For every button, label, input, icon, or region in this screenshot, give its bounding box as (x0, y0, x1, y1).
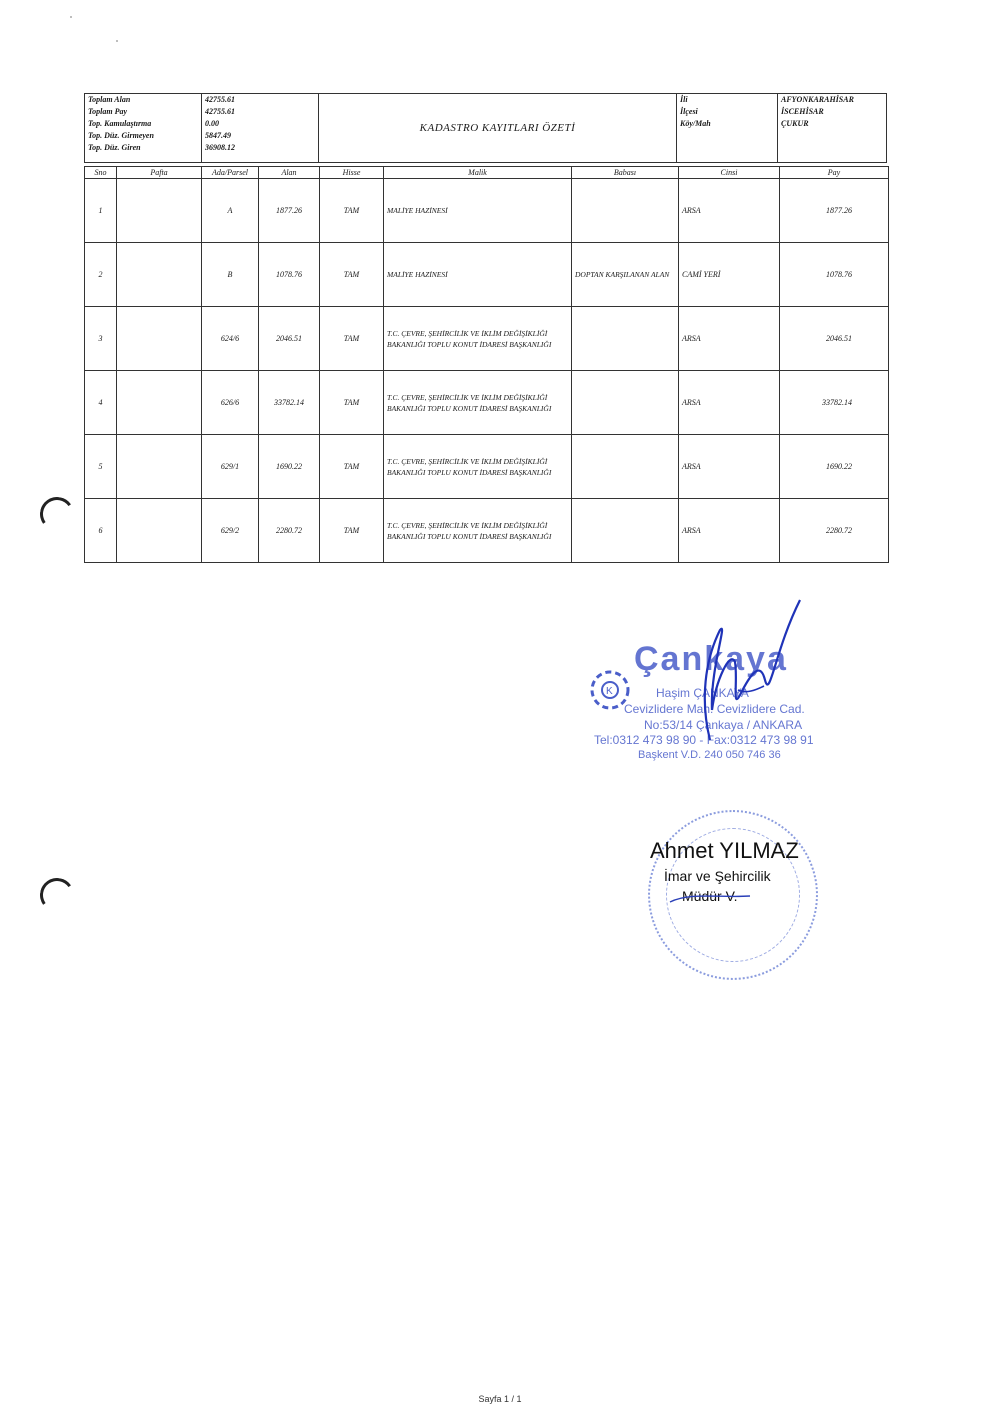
company-name: Çankaya (634, 640, 788, 678)
cell-sno: 2 (85, 243, 117, 307)
cell-hisse: TAM (320, 371, 384, 435)
cell-ada-parsel: 629/1 (202, 435, 259, 499)
location-values (778, 94, 887, 163)
col-header-sno: Sno (85, 167, 117, 179)
cell-alan: 1877.26 (259, 179, 320, 243)
col-header-malik: Malik (384, 167, 572, 179)
company-line: Tel:0312 473 98 90 - Fax:0312 473 98 91 (594, 733, 814, 747)
svg-text:K: K (606, 686, 613, 697)
signatory-role: Müdür V. (682, 888, 738, 904)
cell-pay: 2046.51 (780, 307, 889, 371)
cell-hisse: TAM (320, 307, 384, 371)
cell-hisse: TAM (320, 435, 384, 499)
scan-speck (70, 16, 72, 18)
cell-pafta (117, 499, 202, 563)
cell-malik: MALİYE HAZİNESİ (384, 179, 572, 243)
cell-alan: 2280.72 (259, 499, 320, 563)
table-row (85, 371, 889, 435)
cell-alan: 1078.76 (259, 243, 320, 307)
col-header-pafta: Pafta (117, 167, 202, 179)
summary-label: Top. Düz. Girmeyen (88, 131, 154, 140)
signatory-title: İmar ve Şehircilik (664, 868, 771, 884)
signatory-name: Ahmet YILMAZ (650, 838, 799, 863)
cell-alan: 2046.51 (259, 307, 320, 371)
location-value: İSCEHİSAR (781, 107, 824, 116)
table-header-row (85, 167, 889, 179)
summary-labels (85, 94, 202, 163)
location-value: AFYONKARAHİSAR (781, 95, 854, 104)
col-header-ada-parsel: Ada/Parsel (202, 167, 259, 179)
location-label: İlçesi (680, 107, 698, 116)
page-number: Sayfa 1 / 1 (478, 1394, 522, 1404)
cell-cinsi: CAMİ YERİ (679, 243, 780, 307)
cell-pay: 1078.76 (780, 243, 889, 307)
summary-label: Toplam Pay (88, 107, 128, 116)
cell-babasi (572, 435, 679, 499)
cell-malik: T.C. ÇEVRE, ŞEHİRCİLİK VE İKLİM DEĞİŞİKLİĞİ BAKANLIĞI TOPLU KONUT İDARESİ BAŞKANLIĞI (384, 499, 572, 563)
summary-label: Top. Kamulaştırma (88, 119, 152, 128)
summary-header (84, 93, 887, 163)
cell-malik: T.C. ÇEVRE, ŞEHİRCİLİK VE İKLİM DEĞİŞİKLİĞİ BAKANLIĞI TOPLU KONUT İDARESİ BAŞKANLIĞI (384, 307, 572, 371)
summary-value: 42755.61 (205, 107, 235, 116)
table-row (85, 243, 889, 307)
cell-ada-parsel: 624/6 (202, 307, 259, 371)
cell-hisse: TAM (320, 499, 384, 563)
company-line: Cevizlidere Mah. Cevizlidere Cad. (624, 702, 805, 716)
cell-cinsi: ARSA (679, 435, 780, 499)
summary-value: 5847.49 (205, 131, 231, 140)
cell-pafta (117, 179, 202, 243)
cell-ada-parsel: 629/2 (202, 499, 259, 563)
company-line: Haşim ÇANKAYA (656, 686, 749, 700)
cell-ada-parsel: B (202, 243, 259, 307)
summary-label: Top. Düz. Giren (88, 143, 141, 152)
cell-pay: 1877.26 (780, 179, 889, 243)
cell-cinsi: ARSA (679, 179, 780, 243)
cell-pafta (117, 243, 202, 307)
cell-malik: T.C. ÇEVRE, ŞEHİRCİLİK VE İKLİM DEĞİŞİKLİĞİ BAKANLIĞI TOPLU KONUT İDARESİ BAŞKANLIĞI (384, 371, 572, 435)
punch-hole-lower (37, 875, 76, 914)
summary-value: 36908.12 (205, 143, 235, 152)
punch-hole-upper (37, 494, 76, 533)
table-row (85, 307, 889, 371)
cell-ada-parsel: 626/6 (202, 371, 259, 435)
cell-malik: MALİYE HAZİNESİ (384, 243, 572, 307)
cell-cinsi: ARSA (679, 307, 780, 371)
table-row (85, 435, 889, 499)
cell-babasi (572, 371, 679, 435)
summary-label: Toplam Alan (88, 95, 131, 104)
cell-sno: 5 (85, 435, 117, 499)
cell-cinsi: ARSA (679, 499, 780, 563)
summary-values (202, 94, 319, 163)
cell-babasi (572, 307, 679, 371)
cell-babasi: DOPTAN KARŞILANAN ALAN (572, 243, 679, 307)
table-row (85, 179, 889, 243)
col-header-hisse: Hisse (320, 167, 384, 179)
cell-ada-parsel: A (202, 179, 259, 243)
col-header-pay: Pay (780, 167, 889, 179)
cell-sno: 1 (85, 179, 117, 243)
signature-icon (560, 590, 880, 790)
location-label: Köy/Mah (680, 119, 711, 128)
summary-value: 0.00 (205, 119, 219, 128)
cell-cinsi: ARSA (679, 371, 780, 435)
cell-alan: 33782.14 (259, 371, 320, 435)
summary-value: 42755.61 (205, 95, 235, 104)
table-row (85, 499, 889, 563)
col-header-cinsi: Cinsi (679, 167, 780, 179)
cell-sno: 6 (85, 499, 117, 563)
location-label: İli (680, 95, 688, 104)
cell-malik: T.C. ÇEVRE, ŞEHİRCİLİK VE İKLİM DEĞİŞİKLİĞİ BAKANLIĞI TOPLU KONUT İDARESİ BAŞKANLIĞI (384, 435, 572, 499)
cell-pafta (117, 371, 202, 435)
cell-pay: 2280.72 (780, 499, 889, 563)
company-line: Başkent V.D. 240 050 746 36 (638, 749, 781, 761)
cell-pafta (117, 307, 202, 371)
cell-sno: 3 (85, 307, 117, 371)
cell-sno: 4 (85, 371, 117, 435)
company-line: No:53/14 Çankaya / ANKARA (644, 718, 803, 732)
cell-hisse: TAM (320, 179, 384, 243)
document-title: KADASTRO KAYITLARI ÖZETİ (319, 94, 677, 163)
col-header-babasi: Babası (572, 167, 679, 179)
signature-stroke-icon (630, 800, 830, 1000)
cell-alan: 1690.22 (259, 435, 320, 499)
col-header-alan: Alan (259, 167, 320, 179)
cell-babasi (572, 499, 679, 563)
scan-speck (116, 40, 118, 42)
cell-hisse: TAM (320, 243, 384, 307)
location-labels (677, 94, 778, 163)
cadastre-table (84, 166, 889, 563)
location-value: ÇUKUR (781, 119, 809, 128)
official-stamp (630, 800, 830, 1000)
cell-pay: 33782.14 (780, 371, 889, 435)
cell-babasi (572, 179, 679, 243)
company-stamp (560, 590, 880, 790)
cell-pafta (117, 435, 202, 499)
cell-pay: 1690.22 (780, 435, 889, 499)
